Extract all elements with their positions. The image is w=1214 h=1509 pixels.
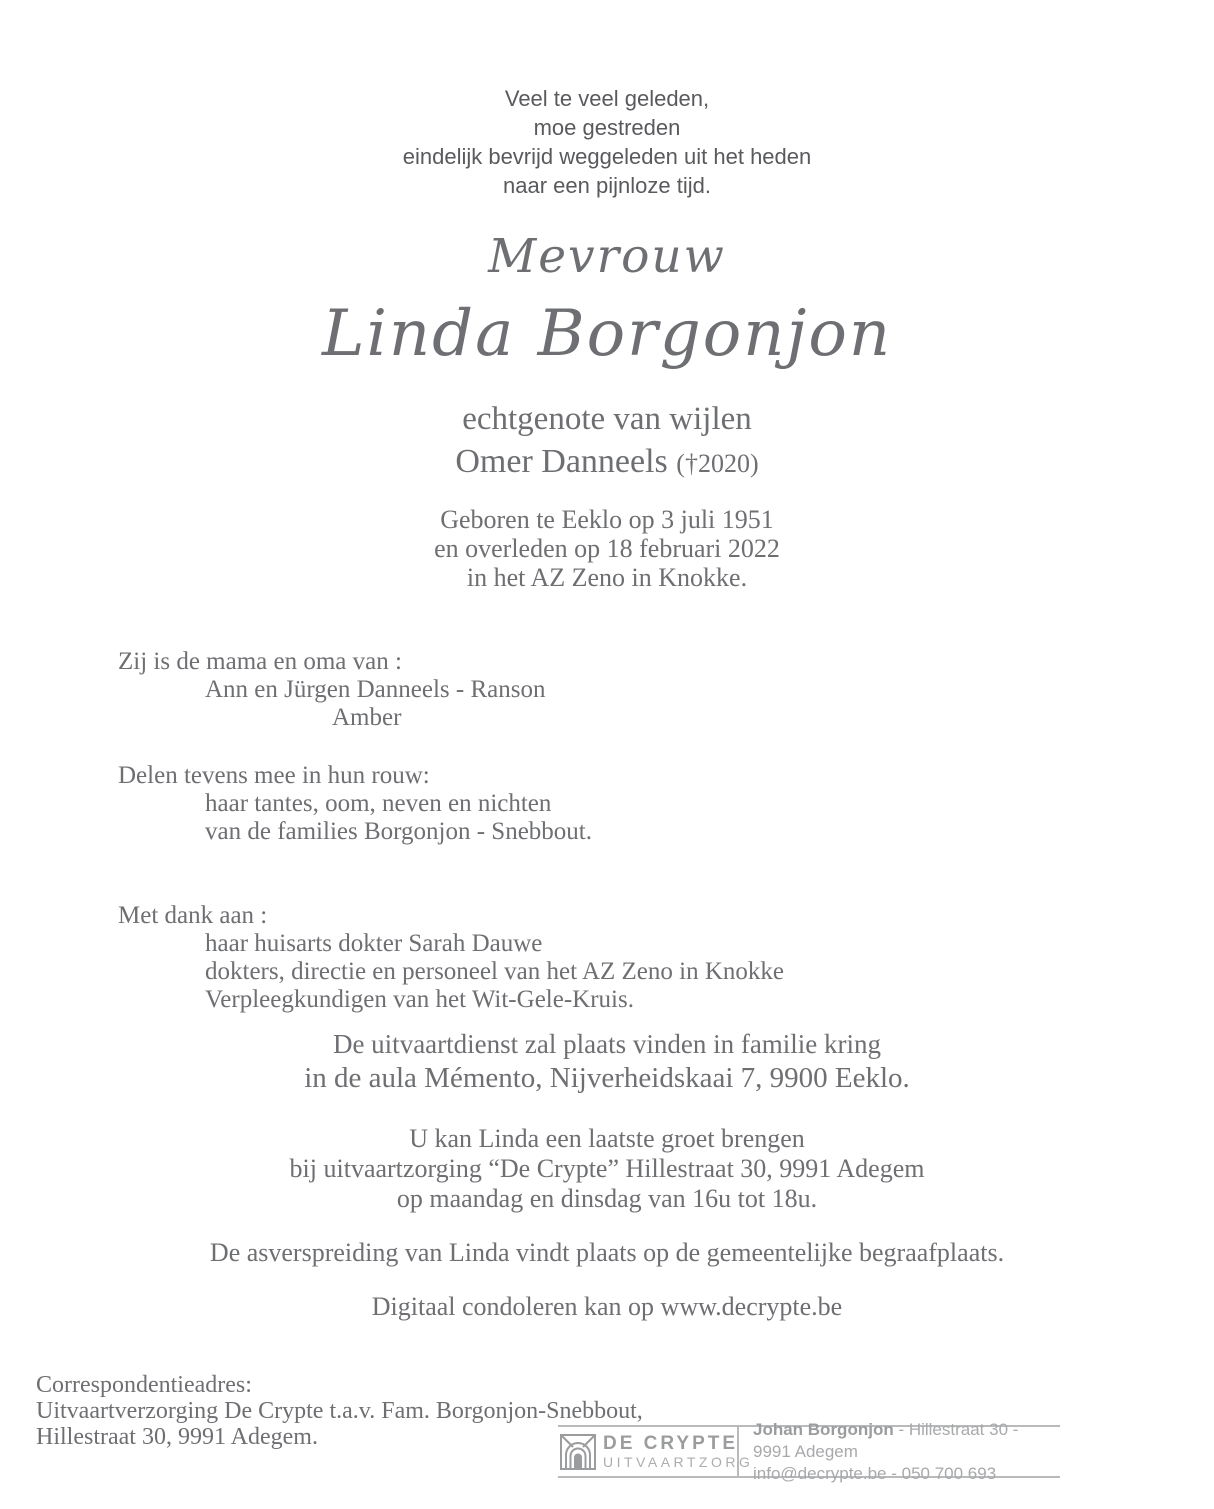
thanks-section bbox=[118, 902, 784, 1014]
family-heading: Zij is de mama en oma van : bbox=[118, 648, 402, 675]
thanks-line: haar huisarts dokter Sarah Dauwe bbox=[205, 930, 543, 957]
visitation-line: bij uitvaartzorging “De Crypte” Hillestraat 30, 9991 Adegem bbox=[289, 1154, 925, 1183]
deceased-name-block bbox=[0, 226, 1214, 380]
ashes-line: De asverspreiding van Linda vindt plaats op de gemeentelijke begraafplaats. bbox=[209, 1238, 1005, 1267]
poem-line: eindelijk bevrijd weggeleden uit het heden bbox=[402, 144, 812, 169]
visitation-line: U kan Linda een laatste groet brengen bbox=[409, 1124, 805, 1153]
contact-line-2: info@decrypte.be - 050 700 693 bbox=[753, 1463, 997, 1483]
family-grandchild: Amber bbox=[332, 704, 402, 731]
service-line: De uitvaartdienst zal plaats vinden in familie kring bbox=[332, 1029, 882, 1059]
family-children: Ann en Jürgen Danneels - Ranson bbox=[205, 676, 546, 703]
mourning-section bbox=[118, 762, 592, 846]
spouse-intro: echtgenote van wijlen bbox=[462, 401, 752, 437]
death-line: en overleden op 18 februari 2022 bbox=[434, 534, 780, 563]
poem-line: naar een pijnloze tijd. bbox=[503, 173, 711, 198]
condolence-line: Digitaal condoleren kan op www.decrypte.be bbox=[371, 1292, 843, 1321]
mourning-line: van de families Borgonjon - Snebbout. bbox=[205, 818, 592, 845]
correspondence-heading: Correspondentieadres: bbox=[36, 1372, 252, 1398]
visitation-section bbox=[0, 1124, 1214, 1214]
opening-poem bbox=[0, 84, 1214, 200]
brand-text bbox=[603, 1434, 753, 1470]
life-dates-block bbox=[0, 505, 1214, 592]
thanks-line: dokters, directie en personeel van het AZ Zeno in Knokke bbox=[205, 958, 784, 985]
salutation: Mevrouw bbox=[488, 229, 726, 284]
service-section bbox=[0, 1028, 1214, 1095]
brand-subtitle: UITVAARTZORG bbox=[603, 1453, 754, 1470]
spouse-name-text: Omer Danneels bbox=[455, 443, 668, 480]
birth-line: Geboren te Eeklo op 3 juli 1951 bbox=[440, 505, 774, 534]
family-section bbox=[118, 648, 545, 732]
thanks-line: Verpleegkundigen van het Wit-Gele-Kruis. bbox=[205, 986, 634, 1013]
deceased-name: Linda Borgonjon bbox=[321, 297, 893, 371]
poem-line: Veel te veel geleden, bbox=[504, 86, 710, 111]
correspondence-line: Hillestraat 30, 9991 Adegem. bbox=[36, 1424, 318, 1450]
poem-line: moe gestreden bbox=[533, 115, 681, 140]
thanks-heading: Met dank aan : bbox=[118, 902, 268, 929]
death-place-line: in het AZ Zeno in Knokke. bbox=[466, 563, 748, 592]
brand-block bbox=[558, 1432, 754, 1470]
spouse-block bbox=[0, 398, 1214, 486]
mourning-heading: Delen tevens mee in hun rouw: bbox=[118, 762, 430, 789]
spouse-death-note: (†2020) bbox=[676, 449, 759, 478]
correspondence-block bbox=[36, 1372, 643, 1450]
correspondence-line: Uitvaartverzorging De Crypte t.a.v. Fam. Borgonjon-Snebbout, bbox=[36, 1398, 643, 1424]
crypt-arch-logo-icon bbox=[560, 1434, 596, 1470]
brand-name: DE CRYPTE bbox=[603, 1432, 739, 1454]
service-location-line: in de aula Mémento, Nijverheidskaai 7, 9900 Eeklo. bbox=[304, 1062, 910, 1094]
mourning-line: haar tantes, oom, neven en nichten bbox=[205, 790, 552, 817]
contact-line-1 bbox=[753, 1419, 1060, 1463]
visitation-line: op maandag en dinsdag van 16u tot 18u. bbox=[396, 1184, 818, 1213]
contact-block bbox=[739, 1419, 1060, 1485]
spouse-name bbox=[0, 440, 1214, 486]
contact-person: Johan Borgonjon bbox=[753, 1419, 894, 1439]
funeral-home-footer bbox=[558, 1419, 1060, 1483]
contact-address: - Hillestraat 30 - 9991 Adegem bbox=[753, 1419, 1019, 1461]
